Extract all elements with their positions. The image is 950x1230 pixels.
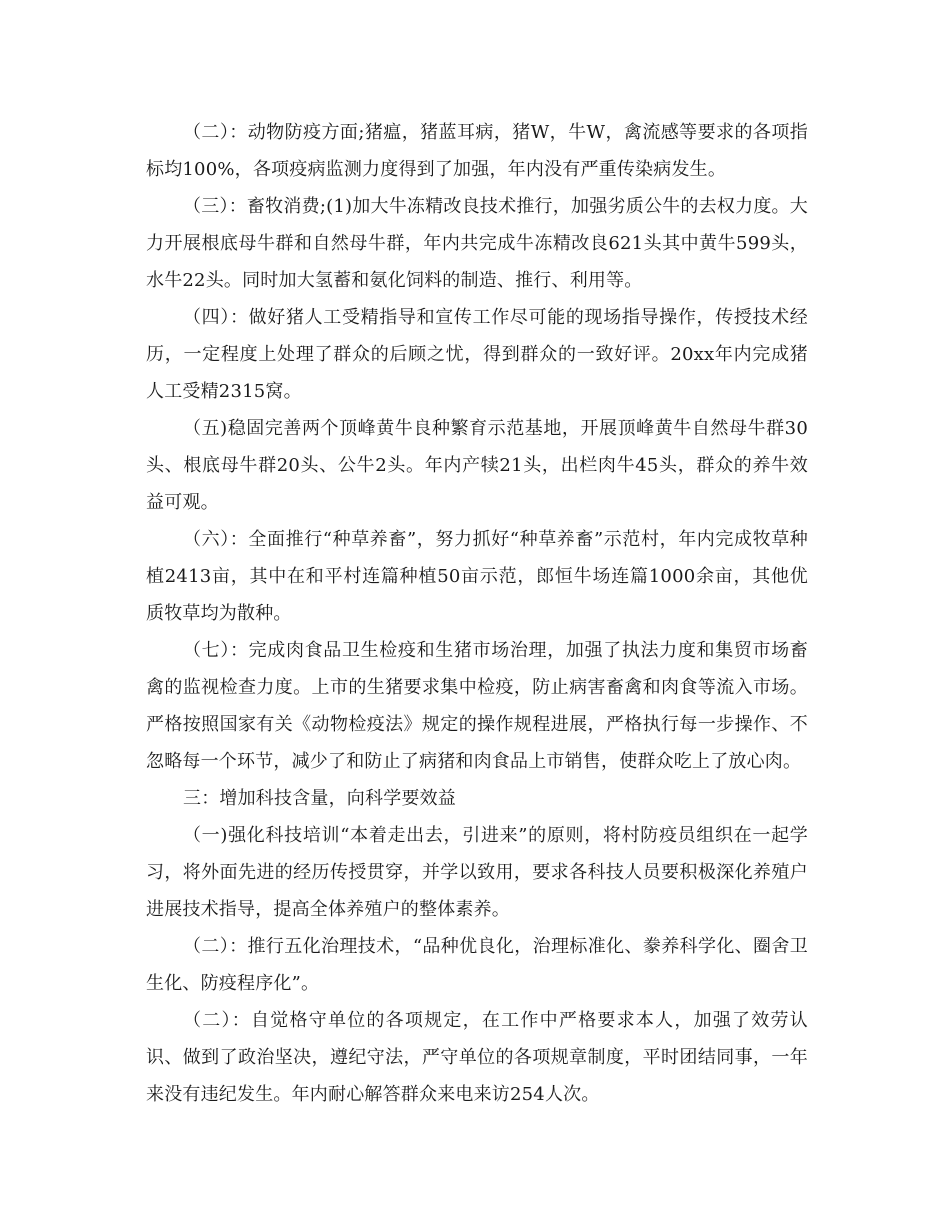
paragraph-animal-epidemic-prevention: （二）：动物防疫方面;猪瘟，猪蓝耳病，猪W，牛W，禽流感等要求的各项指标均100%，各项疫病监测力度得到了加强，年内没有严重传染病发生。 bbox=[146, 122, 808, 180]
document-body bbox=[146, 114, 808, 1113]
paragraph-grass-planting: （六）：全面推行“种草养畜”，努力抓好“种草养畜”示范村，年内完成牧草种植2413亩，其中在和平村连篇种植50亩示范，郎恒牛场连篇1000余亩，其他优质牧草均为散种。 bbox=[146, 529, 808, 624]
paragraph-self-discipline: （二）：自觉格守单位的各项规定，在工作中严格要求本人，加强了效劳认识、做到了政治坚决，遵纪守法，严守单位的各项规章制度，平时团结同事，一年来没有违纪发生。年内耐心解答群众来电来访254人次。 bbox=[146, 1010, 808, 1105]
paragraph-technology-training: （一)强化科技培训“本着走出去，引进来”的原则，将村防疫员组织在一起学习，将外面先进的经历传授贯穿，并学以致用，要求各科技人员要积极深化养殖户进展技术指导，提高全体养殖户的整体素养。 bbox=[146, 825, 808, 920]
section-heading-technology: 三：增加科技含量，向科学要效益 bbox=[183, 788, 456, 809]
paragraph-pig-insemination: （四）：做好猪人工受精指导和宣传工作尽可能的现场指导操作，传授技术经历，一定程度上处理了群众的后顾之忧，得到群众的一致好评。20xx年内完成猪人工受精2315窝。 bbox=[146, 307, 808, 402]
paragraph-livestock-production: （三）：畜牧消费;(1)加大牛冻精改良技术推行，加强劣质公牛的去权力度。大力开展根底母牛群和自然母牛群，年内共完成牛冻精改良621头其中黄牛599头，水牛22头。同时加大氢蓄和氨化饲料的制造、推行、利用等。 bbox=[146, 196, 808, 291]
paragraph-meat-inspection: （七）：完成肉食品卫生检疫和生猪市场治理，加强了执法力度和集贸市场畜禽的监视检查力度。上市的生猪要求集中检疫，防止病害畜禽和肉食等流入市场。严格按照国家有关《动物检疫法》规定的操作规程进展，严格执行每一步操作、不忽略每一个环节，减少了和防止了病猪和肉食品上市销售，使群众吃上了放心肉。 bbox=[146, 640, 808, 772]
paragraph-breeding-base: （五)稳固完善两个顶峰黄牛良种繁育示范基地，开展顶峰黄牛自然母牛群30头、根底母牛群20头、公牛2头。年内产犊21头，出栏肉牛45头，群众的养牛效益可观。 bbox=[146, 418, 808, 513]
paragraph-five-management: （二）：推行五化治理技术，“品种优良化，治理标准化、豢养科学化、圈舍卫生化、防疫程序化”。 bbox=[146, 936, 808, 994]
